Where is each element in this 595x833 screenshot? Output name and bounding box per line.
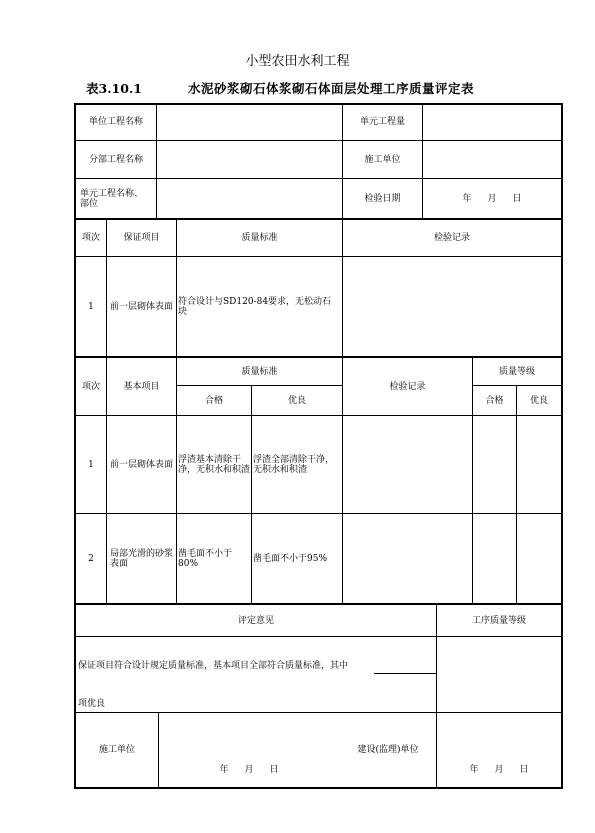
guarantee-col-record: 检验记录 xyxy=(433,233,470,243)
date-day: 日 xyxy=(512,193,522,204)
construction-unit-label: 施工单位 xyxy=(364,154,401,165)
construction-year: 年 xyxy=(219,765,229,775)
construction-day: 日 xyxy=(269,765,279,775)
date-month: 月 xyxy=(487,193,497,204)
basic-row2-pass: 凿毛面不小于80% xyxy=(178,548,233,569)
owner-day: 日 xyxy=(519,765,529,775)
inspection-date-label: 检验日期 xyxy=(364,193,401,204)
signature-owner-unit: 建设(监理)单位 xyxy=(357,745,419,755)
table-name: 水泥砂浆砌石体浆砌石体面层处理工序质量评定表 xyxy=(188,81,475,96)
guarantee-row-record[interactable] xyxy=(344,257,560,356)
unit-project-name-label: 单位工程名称 xyxy=(88,117,143,127)
excellent-count-blank[interactable] xyxy=(374,673,436,674)
guarantee-col-no: 项次 xyxy=(81,233,100,243)
signature-construction-date xyxy=(159,760,339,780)
division-project-name-label: 分部工程名称 xyxy=(88,154,143,165)
guarantee-row-standard: 符合设计与SD120-84要求，无松动石块 xyxy=(178,296,332,317)
evaluation-opinion-header: 评定意见 xyxy=(237,615,274,626)
basic-row1-item: 前一层砌体表面 xyxy=(110,459,174,470)
basic-row2-item: 局部光滑的砂浆表面 xyxy=(110,548,174,569)
signature-construction-unit: 施工单位 xyxy=(98,745,135,755)
basic-col-standard: 质量标准 xyxy=(241,366,278,377)
element-name-label xyxy=(80,181,156,217)
element-name-line2: 部位 xyxy=(80,199,99,209)
evaluation-grade-header: 工序质量等级 xyxy=(471,615,526,626)
basic-col-no: 项次 xyxy=(81,381,100,392)
guarantee-row-item: 前一层砌体表面 xyxy=(110,301,174,312)
basic-col-excellent: 优良 xyxy=(287,395,306,406)
basic-col-pass: 合格 xyxy=(204,395,223,406)
basic-col-grade-excellent: 优良 xyxy=(529,395,548,406)
table-number: 表3.10.1 xyxy=(86,81,142,96)
signature-owner-date xyxy=(437,760,561,780)
guarantee-col-item: 保证项目 xyxy=(123,233,160,243)
basic-col-item: 基本项目 xyxy=(123,381,160,392)
evaluation-opinion-text: 保证项目符合设计规定质量标准，基本项目全部符合质量标准，其中 xyxy=(78,661,349,671)
basic-row1-no: 1 xyxy=(88,459,94,470)
guarantee-row-no: 1 xyxy=(88,301,94,312)
inspection-date-value xyxy=(423,179,561,218)
construction-month: 月 xyxy=(244,765,254,775)
guarantee-col-standard: 质量标准 xyxy=(241,233,278,243)
element-name-line1: 单元工程名称、 xyxy=(80,189,144,199)
basic-row1-pass: 浮渣基本清除干净，无积水和积渣 xyxy=(178,454,251,475)
owner-year: 年 xyxy=(469,765,479,775)
basic-row2-no: 2 xyxy=(88,553,94,564)
page-title: 小型农田水利工程 xyxy=(245,54,350,69)
basic-col-record: 检验记录 xyxy=(389,381,426,392)
basic-col-grade: 质量等级 xyxy=(498,366,535,377)
owner-month: 月 xyxy=(494,765,504,775)
evaluation-opinion-suffix: 项优良 xyxy=(78,699,106,709)
date-year: 年 xyxy=(462,193,472,204)
basic-row1-excellent: 浮渣全部清除干净，无积水和积渣 xyxy=(253,454,335,475)
basic-row2-excellent: 凿毛面不小于95% xyxy=(253,553,328,564)
basic-col-grade-pass: 合格 xyxy=(485,395,504,406)
unit-element-count-label: 单元工程量 xyxy=(359,117,405,127)
